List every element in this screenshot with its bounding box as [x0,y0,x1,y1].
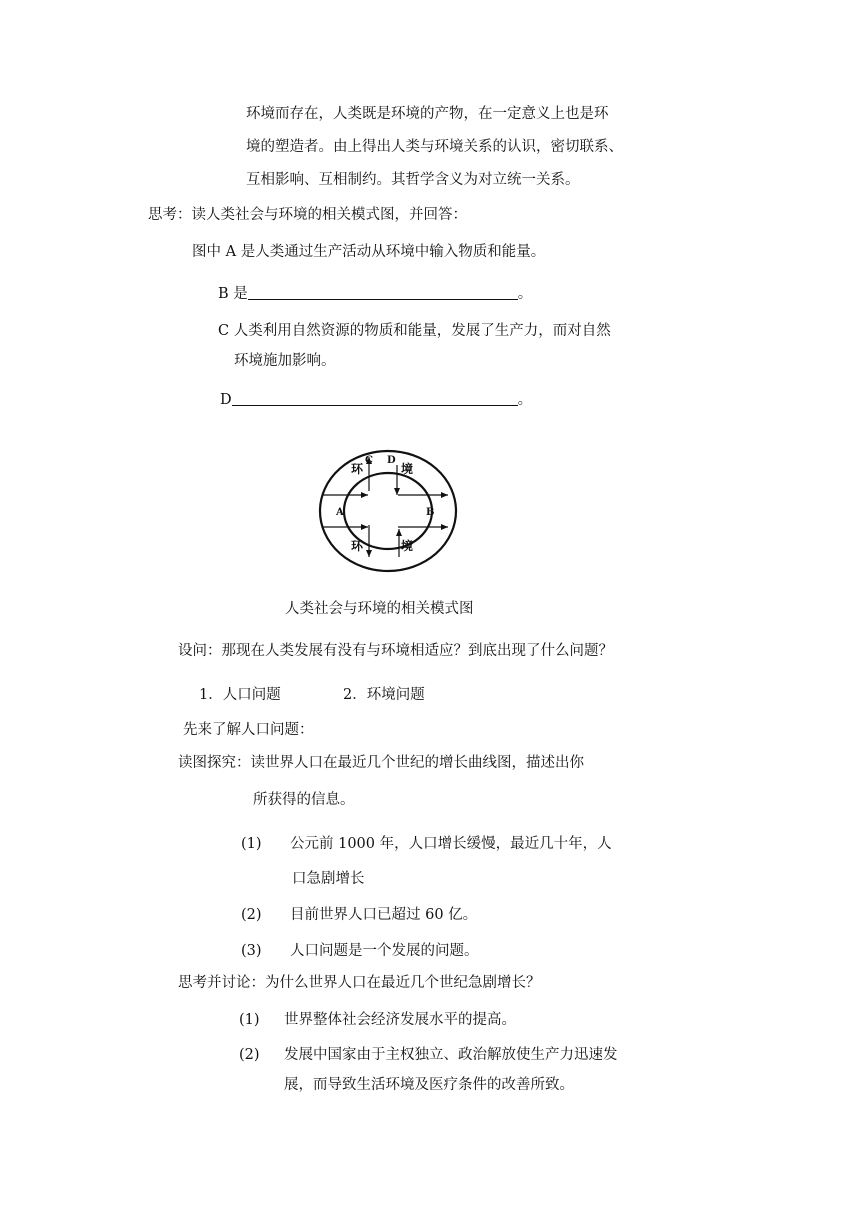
answer-a: 图中 A 是人类通过生产活动从环境中输入物质和能量。 [192,244,546,260]
intro-line-3: 互相影响、互相制约。其哲学含义为对立统一关系。 [246,172,580,188]
label-b: B [426,507,435,518]
point-2-text: 目前世界人口已超过 60 亿。 [290,907,478,923]
answer-b-label: B 是 [218,286,248,302]
label-jing-top: 境 [401,462,414,476]
label-a: A [336,507,344,518]
point-1-line-2: 口急剧增长 [292,871,365,887]
population-intro: 先来了解人口问题： [183,722,314,738]
question-text: 设问：那现在人类发展有没有与环境相适应？到底出现了什么问题？ [178,643,613,659]
label-c: C [365,455,373,466]
reason-2-number: (2) [239,1047,260,1063]
diagram-caption: 人类社会与环境的相关模式图 [285,601,474,617]
intro-line-1: 环境而存在，人类既是环境的产物，在一定意义上也是环 [246,106,609,122]
answer-b-blank [248,285,518,300]
question-item-1: 1．人口问题 [199,687,281,703]
question-item-2: 2．环境问题 [343,687,425,703]
answer-d-blank [232,391,518,406]
explore-line-1: 读图探究：读世界人口在最近几个世纪的增长曲线图，描述出你 [178,755,584,771]
reason-1-text: 世界整体社会经济发展水平的提高。 [284,1012,516,1028]
reason-2-line-2: 展，而导致生活环境及医疗条件的改善所致。 [284,1077,574,1093]
explore-line-2: 所获得的信息。 [253,792,355,808]
label-jing-bottom: 境 [401,539,414,553]
reason-2-line-1: 发展中国家由于主权独立、政治解放使生产力迅速发 [284,1047,618,1063]
answer-d [220,390,532,410]
answer-c-line-1: C 人类利用自然资源的物质和能量，发展了生产力，而对自然 [218,323,611,339]
label-huan-top: 环 [351,462,364,476]
point-3-number: (3) [241,943,262,959]
answer-b-end: 。 [517,286,533,302]
answer-b [218,284,532,304]
answer-d-end: 。 [517,392,533,408]
answer-c-line-2: 环境施加影响。 [234,353,336,369]
reason-1-number: (1) [239,1012,260,1028]
answer-d-label: D [220,392,232,408]
intro-line-2: 境的塑造者。由上得出人类与环境关系的认识，密切联系、 [246,139,623,155]
discussion-heading: 思考并讨论：为什么世界人口在最近几个世纪急剧增长？ [178,975,541,991]
inner-circle [344,473,435,549]
point-1-line-1: 公元前 1000 年，人口增长缓慢，最近几十年，人 [290,836,612,852]
point-2-number: (2) [241,907,262,923]
label-d: D [387,455,396,466]
point-3-text: 人口问题是一个发展的问题。 [290,943,479,959]
label-huan-bottom: 环 [351,539,364,553]
think-heading: 思考：读人类社会与环境的相关模式图，并回答： [148,207,467,223]
point-1-number: (1) [241,836,262,852]
human-environment-diagram [315,447,461,575]
